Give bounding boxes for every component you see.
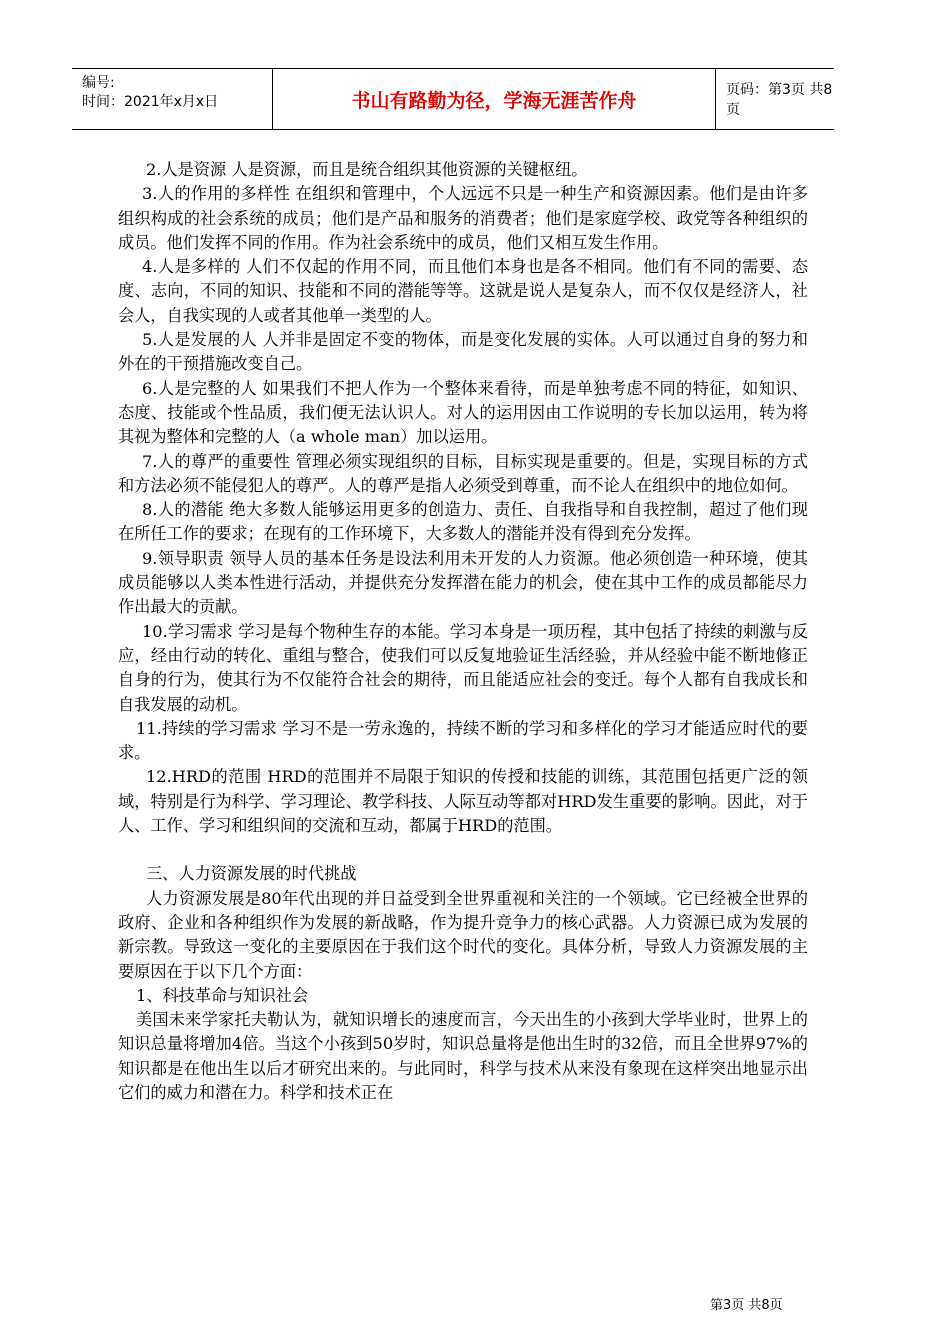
- paragraph-6: 6.人是完整的人 如果我们不把人作为一个整体来看待，而是单独考虑不同的特征，如知识、态度、技能或个性品质，我们便无法认识人。对人的运用因由工作说明的专长加以运用，转为将其视为整体和完整的人（a whole man）加以运用。: [118, 378, 808, 447]
- subsection-title: 1、科技革命与知识社会: [136, 985, 309, 1005]
- paragraph-7: 7.人的尊严的重要性 管理必须实现组织的目标，目标实现是重要的。但是，实现目标的方式和方法必须不能侵犯人的尊严。人的尊严是指人必须受到尊重，而不论人在组织中的地位如何。: [118, 451, 808, 495]
- paragraph-4: 4.人是多样的 人们不仅起的作用不同，而且他们本身也是各不相同。他们有不同的需要、态度、志向，不同的知识、技能和不同的潜能等等。这就是说人是复杂人，而不仅仅是经济人，社会人，自我实现的人或者其他单一类型的人。: [118, 257, 808, 325]
- header-info-cell: [72, 69, 272, 129]
- document-number-label: 编号:: [82, 75, 115, 91]
- header-page-label: 页码：第3页 共8页: [726, 82, 833, 118]
- paragraph-8: 8.人的潜能 绝大多数人能够运用更多的创造力、责任、自我指导和自我控制，超过了他们现在所任工作的要求；在现有的工作环境下，大多数人的潜能并没有得到充分发挥。: [118, 500, 808, 544]
- paragraph-11: 11.持续的学习需求 学习不是一劳永逸的，持续不断的学习和多样化的学习才能适应时代的要求。: [118, 718, 808, 763]
- paragraph-3: 3.人的作用的多样性 在组织和管理中，个人远远不只是一种生产和资源因素。他们是由许多组织构成的社会系统的成员；他们是产品和服务的消费者；他们是家庭学校、政党等各种组织的成员。他们发挥不同的作用。作为社会系统中的成员，他们又相互发生作用。: [118, 184, 808, 252]
- paragraph-gap: [118, 838, 808, 862]
- document-time-label: 时间：2021年x月x日: [82, 94, 219, 110]
- page-footer: 第3页 共8页: [710, 1298, 783, 1313]
- section-intro: 人力资源发展是80年代出现的并日益受到全世界重视和关注的一个领域。它已经被全世界的政府、企业和各种组织作为发展的新战略，作为提升竞争力的核心武器。人力资源已成为发展的新宗教。导致这一变化的主要原因在于我们这个时代的变化。具体分析，导致人力资源发展的主要原因在于以下几个方面：: [118, 888, 808, 981]
- paragraph-12: 12.HRD的范围 HRD的范围并不局限于知识的传授和技能的训练，其范围包括更广泛的领域，特别是行为科学、学习理论、教学科技、人际互动等都对HRD发生重要的影响。因此，对于人、工作、学习和组织间的交流和互动，都属于HRD的范围。: [118, 767, 808, 836]
- page-header: [72, 68, 834, 130]
- header-motto: 书山有路勤为径，学海无涯苦作舟: [351, 89, 637, 112]
- paragraph-10: 10.学习需求 学习是每个物种生存的本能。学习本身是一项历程，其中包括了持续的刺激与反应，经由行动的转化、重组与整合，使我们可以反复地验证生活经验，并从经验中能不断地修正自身的行为，使其行为不仅能符合社会的期待，而且能适应社会的变迁。每个人都有自我成长和自我发展的动机。: [118, 621, 808, 714]
- paragraph-2: 2.人是资源 人是资源，而且是统合组织其他资源的关键枢纽。: [146, 160, 588, 179]
- document-body: [118, 158, 808, 1105]
- section-title: 三、人力资源发展的时代挑战: [146, 864, 357, 884]
- paragraph-9: 9.领导职责 领导人员的基本任务是设法利用未开发的人力资源。他必须创造一种环境，使其成员能够以人类本性进行活动，并提供充分发挥潜在能力的机会，使在其中工作的成员都能尽力作出最大的贡献。: [118, 548, 808, 617]
- subsection-text: 美国未来学家托夫勒认为，就知识增长的速度而言，今天出生的小孩到大学毕业时，世界上的知识总量将增加4倍。当这个小孩到50岁时，知识总量将是他出生时的32倍，而且全世界97%的知识都是在他出生以后才研究出来的。与此同时，科学与技术从来没有象现在这样突出地显示出它们的威力和潜在力。科学和技术正在: [118, 1010, 808, 1102]
- paragraph-5: 5.人是发展的人 人并非是固定不变的物体，而是变化发展的实体。人可以通过自身的努力和外在的干预措施改变自己。: [118, 330, 808, 374]
